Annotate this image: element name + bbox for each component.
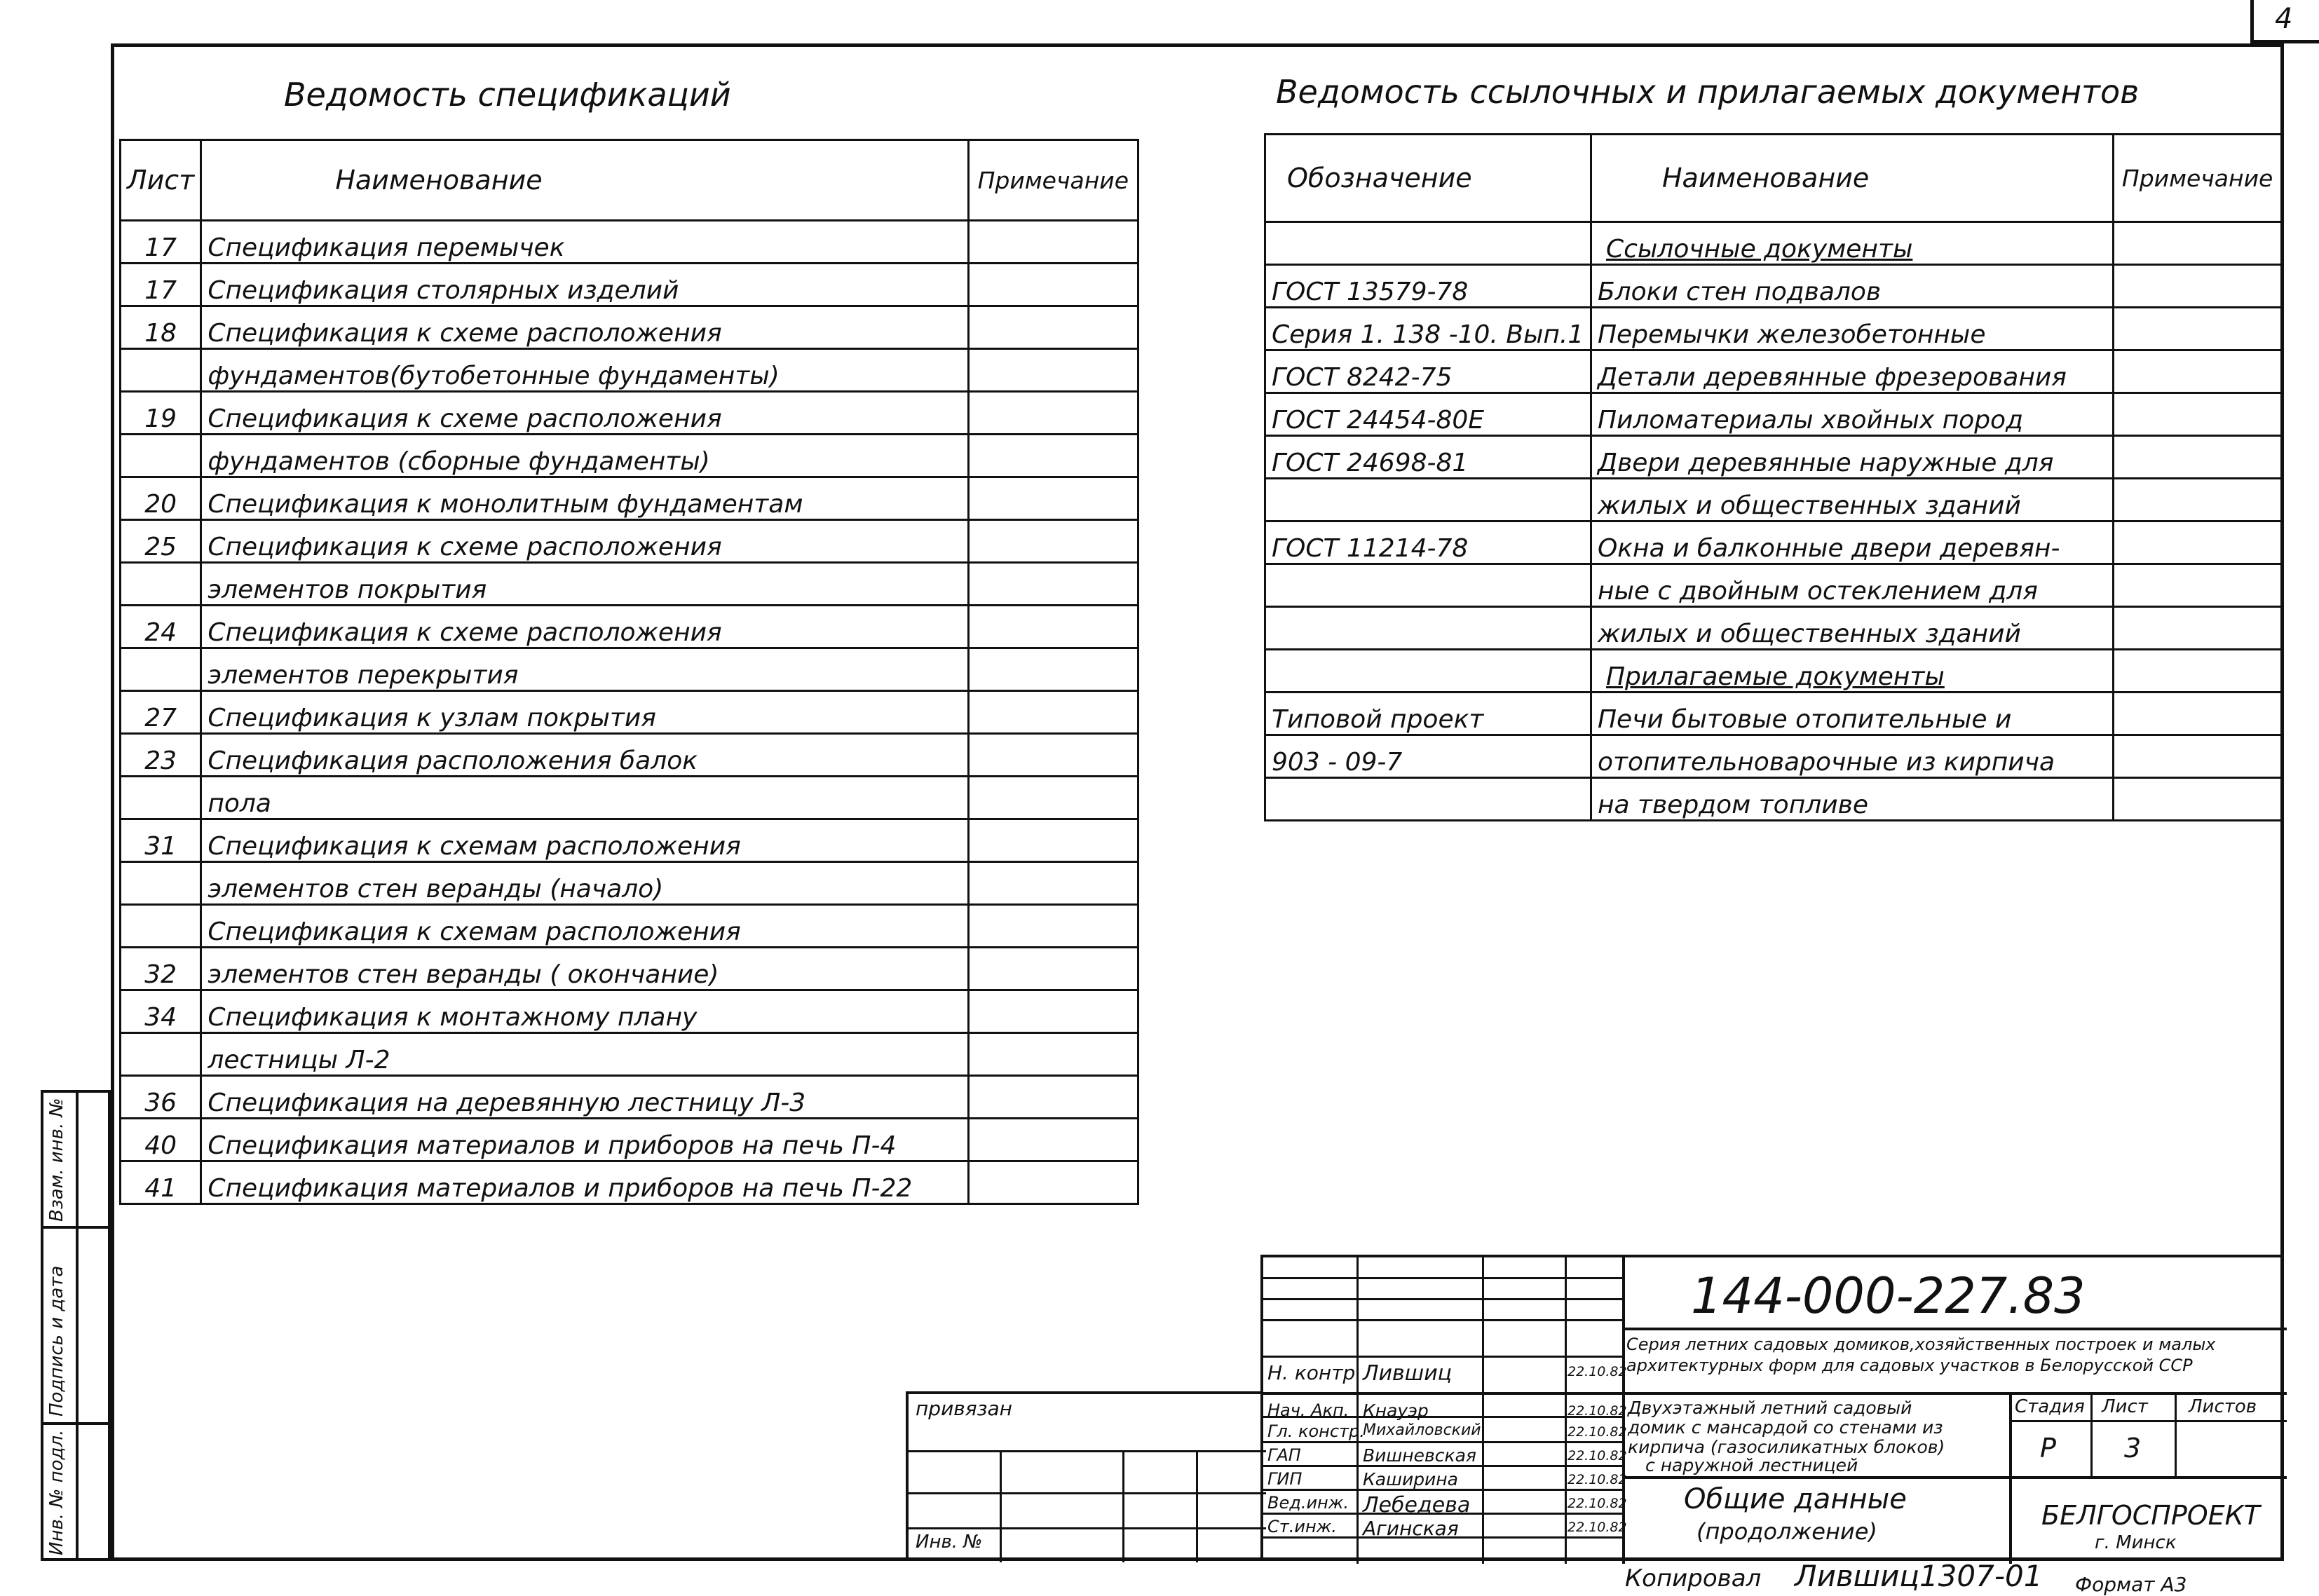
spec-cell-note [968,563,1138,606]
sheet-title-2: (продолжение) [1696,1518,1877,1545]
ref-cell-note [2114,650,2282,693]
ref-cell-note [2114,693,2282,735]
city: г. Минск [2095,1532,2177,1553]
spec-cell-name: элементов стен веранды ( окончание) [201,948,968,990]
privyazan-label: привязан [916,1397,1012,1420]
spec-row [121,948,1138,990]
spec-row [121,1076,1138,1119]
spec-row [121,691,1138,734]
spec-cell-sheet: 18 [121,306,201,349]
ref-cell-name: Окна и балконные двери деревян- [1591,521,2113,564]
spec-row [121,1119,1138,1161]
ref-row [1265,735,2282,778]
ref-row [1265,308,2282,350]
spec-cell-note [968,905,1138,948]
spec-cell-note [968,1076,1138,1119]
spec-cell-name: Спецификация к схеме расположения [201,520,968,563]
ref-cell-note [2114,265,2282,308]
ref-cell-name: Печи бытовые отопительные и [1591,693,2113,735]
spec-cell-note [968,435,1138,477]
format-label: Формат А3 [2075,1573,2187,1596]
spec-cell-note [968,948,1138,990]
signature-date: 22.10.82 [1567,1448,1627,1464]
spec-cell-note [968,862,1138,905]
spec-row [121,862,1138,905]
ref-cell-note [2114,436,2282,479]
ref-cell-code [1265,650,1591,693]
spec-row [121,606,1138,648]
ref-cell-name: Блоки стен подвалов [1591,265,2113,308]
ref-row [1265,436,2282,479]
spec-cell-sheet [121,905,201,948]
series-text-2: архитектурных форм для садовых участков в Белорусской ССР [1626,1356,2193,1375]
ref-cell-code: ГОСТ 8242-75 [1265,350,1591,393]
signature-role: ГИП [1267,1469,1303,1489]
ref-cell-code: 903 - 09-7 [1265,735,1591,778]
spec-cell-sheet [121,648,201,691]
ref-cell-name: Детали деревянные фрезерования [1591,350,2113,393]
spec-cell-name: Спецификация к схеме расположения [201,306,968,349]
spec-table [119,139,1139,1205]
spec-cell-name: элементов покрытия [201,563,968,606]
ref-row [1265,521,2282,564]
ref-cell-name: отопительноварочные из кирпича [1591,735,2113,778]
signature-name: Лившиц [1363,1361,1453,1386]
spec-header-name: Наименование [201,140,968,221]
spec-row [121,477,1138,520]
object-text-3: кирпича (газосиликатных блоков) [1628,1437,1945,1457]
spec-cell-sheet: 23 [121,734,201,777]
ref-row [1265,778,2282,821]
sheet-value: 3 [2124,1433,2142,1464]
sheet-header: Лист [2102,1396,2148,1417]
ref-cell-note [2114,778,2282,821]
spec-row [121,905,1138,948]
ref-cell-code: ГОСТ 11214-78 [1265,521,1591,564]
ref-cell-note [2114,607,2282,650]
spec-row [121,306,1138,349]
ref-row [1265,607,2282,650]
spec-row [121,1161,1138,1204]
ref-cell-note [2114,350,2282,393]
spec-cell-sheet: 19 [121,392,201,435]
spec-header-sheet: Лист [121,140,201,221]
ref-cell-code [1265,564,1591,607]
signature-date: 22.10.82 [1567,1496,1627,1511]
ref-cell-name: Перемычки железобетонные [1591,308,2113,350]
ref-cell-code: Серия 1. 138 -10. Вып.1 [1265,308,1591,350]
spec-row [121,819,1138,862]
ref-cell-code [1265,778,1591,821]
spec-row [121,392,1138,435]
spec-cell-sheet: 40 [121,1119,201,1161]
signature-name: Агинская [1363,1517,1459,1540]
ref-cell-note [2114,521,2282,564]
ref-cell-note [2114,308,2282,350]
signature-role: Н. контр [1267,1361,1356,1384]
spec-cell-sheet [121,862,201,905]
signature-date: 22.10.82 [1567,1520,1627,1535]
spec-cell-name: Спецификация столярных изделий [201,264,968,306]
spec-cell-name: Спецификация к схемам расположения [201,905,968,948]
spec-cell-note [968,1119,1138,1161]
spec-cell-sheet [121,777,201,819]
spec-row [121,435,1138,477]
ref-row [1265,693,2282,735]
spec-cell-sheet: 20 [121,477,201,520]
stage-header: Стадия [2015,1396,2085,1417]
spec-cell-note [968,990,1138,1033]
ref-row [1265,479,2282,521]
ref-cell-code: Типовой проект [1265,693,1591,735]
ref-list-title: Ведомость ссылочных и прилагаемых документов [1276,73,2140,111]
sheets-header: Листов [2189,1396,2257,1417]
spec-row [121,734,1138,777]
stage-value: Р [2040,1433,2056,1464]
spec-header-row [121,140,1138,221]
spec-cell-name: Спецификация материалов и приборов на печь П-22 [201,1161,968,1204]
signature-role: Вед.инж. [1267,1493,1349,1513]
ref-cell-code [1265,479,1591,521]
ref-section-title: Прилагаемые документы [1591,650,2113,693]
object-text-2: домик с мансардой со стенами из [1628,1417,1943,1438]
privyazan-block [906,1391,1263,1561]
ref-cell-code [1265,607,1591,650]
organization: БЕЛГОСПРОЕКТ [2041,1500,2260,1531]
spec-cell-name: Спецификация расположения балок [201,734,968,777]
spec-cell-sheet [121,435,201,477]
ref-header-name: Наименование [1591,135,2113,222]
ref-cell-code: ГОСТ 24698-81 [1265,436,1591,479]
spec-cell-note [968,349,1138,392]
spec-row [121,221,1138,264]
spec-cell-name: Спецификация к монолитным фундаментам [201,477,968,520]
ref-cell-code: ГОСТ 13579-78 [1265,265,1591,308]
side-inv-orig: Инв. № подл. [46,1429,67,1555]
object-text-1: Двухэтажный летний садовый [1628,1398,1912,1418]
spec-row [121,264,1138,306]
ref-cell-code [1265,222,1591,265]
ref-cell-name: Пиломатериалы хвойных пород [1591,393,2113,436]
spec-cell-note [968,819,1138,862]
spec-cell-sheet: 32 [121,948,201,990]
signature-name: Вишневская [1363,1445,1476,1466]
signature-date: 22.10.82 [1567,1364,1627,1379]
spec-row [121,1033,1138,1076]
spec-cell-note [968,520,1138,563]
spec-cell-name: Спецификация перемычек [201,221,968,264]
spec-cell-note [968,777,1138,819]
ref-row [1265,350,2282,393]
ref-cell-name: Двери деревянные наружные для [1591,436,2113,479]
ref-cell-note [2114,735,2282,778]
ref-section-row [1265,222,2282,265]
spec-cell-note [968,1033,1138,1076]
spec-cell-name: Спецификация к схеме расположения [201,606,968,648]
spec-cell-sheet: 41 [121,1161,201,1204]
spec-row [121,777,1138,819]
ref-section-row [1265,650,2282,693]
copied-by-label: Копировал [1625,1564,1762,1592]
spec-cell-name: Спецификация на деревянную лестницу Л-3 [201,1076,968,1119]
signature-name: Лебедева [1363,1493,1471,1517]
side-stamp [41,1090,111,1561]
sheet-title-1: Общие данные [1684,1483,1907,1515]
spec-cell-name: пола [201,777,968,819]
signature-date: 22.10.82 [1567,1424,1627,1440]
spec-row [121,520,1138,563]
spec-cell-note [968,392,1138,435]
spec-row [121,648,1138,691]
ref-cell-note [2114,393,2282,436]
spec-list-title: Ведомость спецификаций [284,76,731,114]
ref-cell-name: жилых и общественных зданий [1591,479,2113,521]
signature-role: ГАП [1267,1445,1301,1465]
spec-cell-name: фундаментов(бутобетонные фундаменты) [201,349,968,392]
side-replace-inv: Взам. инв. № [46,1098,67,1222]
ref-cell-name: ные с двойным остеклением для [1591,564,2113,607]
signature-role: Гл. констр. [1267,1421,1365,1441]
spec-cell-note [968,648,1138,691]
corner-sheet-number: 4 [2275,3,2293,35]
ref-header-row [1265,135,2282,222]
spec-cell-name: фундаментов (сборные фундаменты) [201,435,968,477]
spec-cell-name: лестницы Л-2 [201,1033,968,1076]
ref-cell-code: ГОСТ 24454-80Е [1265,393,1591,436]
signature-date: 22.10.82 [1567,1403,1627,1419]
series-text-1: Серия летних садовых домиков,хозяйственных построек и малых [1626,1335,2216,1354]
ref-row [1265,265,2282,308]
spec-cell-note [968,264,1138,306]
spec-cell-sheet: 24 [121,606,201,648]
spec-cell-note [968,1161,1138,1204]
ref-section-title: Ссылочные документы [1591,222,2113,265]
spec-cell-note [968,734,1138,777]
spec-cell-sheet: 25 [121,520,201,563]
spec-cell-sheet [121,349,201,392]
ref-header-code: Обозначение [1265,135,1591,222]
spec-cell-sheet [121,563,201,606]
side-sign-date: Подпись и дата [46,1265,67,1417]
spec-header-note: Примечание [968,140,1138,221]
signature-name: Каширина [1363,1469,1458,1489]
spec-cell-sheet: 36 [121,1076,201,1119]
spec-cell-note [968,306,1138,349]
spec-cell-sheet: 27 [121,691,201,734]
corner-sheet-box [2250,0,2319,43]
title-block [1260,1255,2284,1561]
signature-role: Нач. Акп. [1267,1400,1349,1420]
spec-row [121,990,1138,1033]
doc-number: 144-000-227.83 [1691,1267,2086,1325]
spec-cell-note [968,606,1138,648]
ref-cell-name: на твердом топливе [1591,778,2113,821]
signature-date: 22.10.82 [1567,1472,1627,1487]
spec-cell-name: Спецификация к узлам покрытия [201,691,968,734]
spec-cell-name: Спецификация к схемам расположения [201,819,968,862]
spec-cell-name: Спецификация к монтажному плану [201,990,968,1033]
spec-cell-note [968,221,1138,264]
copied-by-name: Лившиц1307-01 [1795,1559,2043,1593]
ref-cell-note [2114,564,2282,607]
spec-row [121,563,1138,606]
spec-cell-note [968,691,1138,734]
spec-cell-name: элементов стен веранды (начало) [201,862,968,905]
spec-cell-sheet: 17 [121,221,201,264]
spec-cell-sheet: 17 [121,264,201,306]
ref-header-note: Примечание [2114,135,2282,222]
spec-cell-note [968,477,1138,520]
ref-cell-note [2114,222,2282,265]
spec-cell-sheet: 34 [121,990,201,1033]
ref-table [1264,133,2283,821]
spec-row [121,349,1138,392]
spec-cell-name: Спецификация к схеме расположения [201,392,968,435]
inv-no-label: Инв. № [916,1532,983,1553]
ref-cell-note [2114,479,2282,521]
spec-cell-sheet: 31 [121,819,201,862]
spec-cell-name: Спецификация материалов и приборов на печь П-4 [201,1119,968,1161]
ref-cell-name: жилых и общественных зданий [1591,607,2113,650]
spec-cell-sheet [121,1033,201,1076]
signature-name: Кнауэр [1363,1400,1429,1421]
object-text-4: с наружной лестницей [1645,1455,1858,1475]
signature-name: Михайловский [1363,1421,1481,1439]
spec-cell-name: элементов перекрытия [201,648,968,691]
signature-role: Ст.инж. [1267,1517,1337,1536]
ref-row [1265,564,2282,607]
ref-row [1265,393,2282,436]
